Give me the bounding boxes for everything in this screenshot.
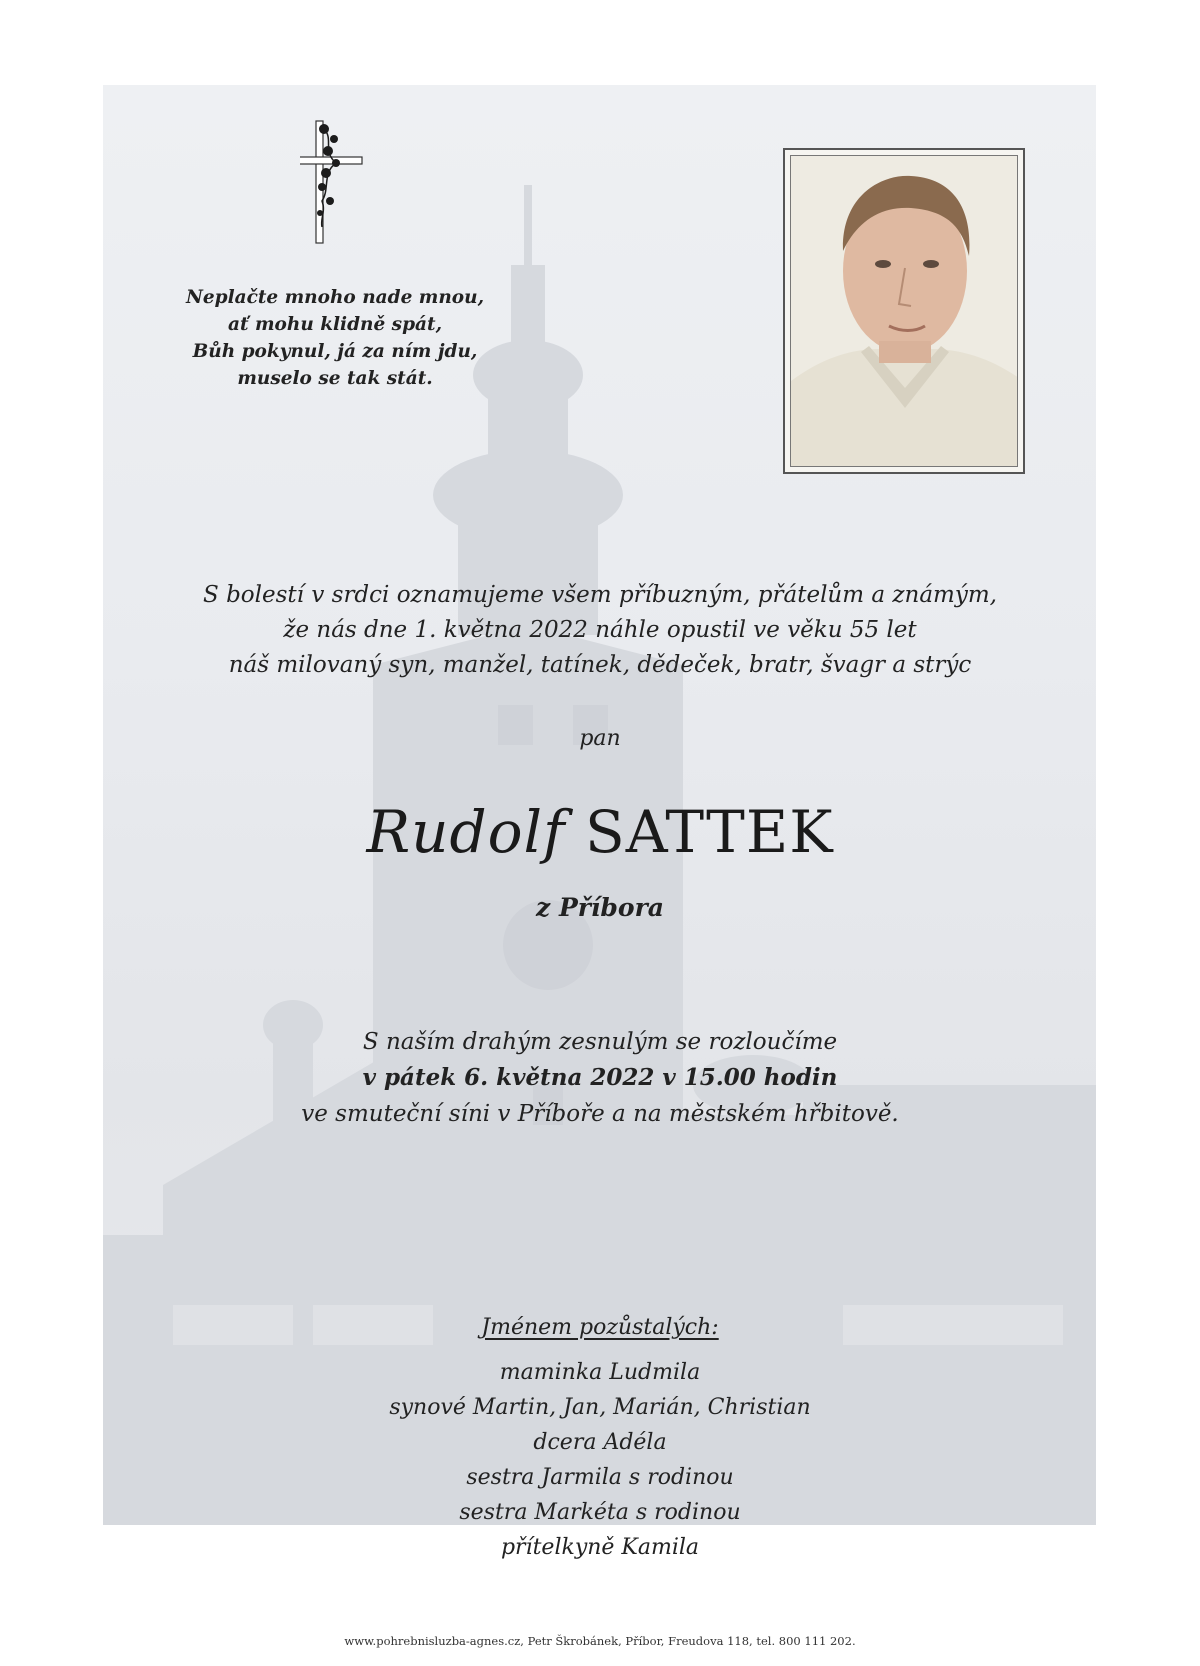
- survivor-item: maminka Ludmila: [499, 1360, 701, 1385]
- ceremony-intro: S naším drahým zesnulým se rozloučíme: [362, 1029, 838, 1055]
- funeral-service-footer: www.pohrebnisluzba-agnes.cz, Petr Škrobánek, Příbor, Freudova 118, tel. 800 111 202.: [344, 1634, 856, 1648]
- survivor-item: dcera Adéla: [533, 1430, 667, 1455]
- poem-line: Bůh pokynul, já za ním jdu,: [192, 341, 478, 362]
- announcement-line: S bolestí v srdci oznamujeme všem příbuzným, přátelům a známým,: [203, 582, 997, 608]
- poem-line: ať mohu klidně spát,: [227, 314, 443, 335]
- cross-with-roses-icon: [300, 115, 380, 255]
- poem-line: Neplačte mnoho nade mnou,: [185, 287, 485, 308]
- memorial-poem: [160, 284, 510, 392]
- ceremony-place: ve smuteční síni v Příboře a na městském hřbitově.: [301, 1101, 899, 1127]
- survivor-item: synové Martin, Jan, Marián, Christian: [389, 1395, 811, 1420]
- announcement-line: že nás dne 1. května 2022 náhle opustil ve věku 55 let: [283, 617, 917, 643]
- announcement-text: [140, 578, 1060, 683]
- survivors-heading: Jménem pozůstalých:: [481, 1315, 719, 1340]
- survivor-item: přítelkyně Kamila: [500, 1535, 700, 1560]
- surname: SATTEK: [584, 798, 834, 866]
- survivor-item: sestra Markéta s rodinou: [459, 1500, 741, 1525]
- poem-line: muselo se tak stát.: [237, 368, 433, 389]
- honorific-title: pan: [579, 726, 621, 751]
- ceremony-info: [200, 1024, 1000, 1132]
- deceased-origin: z Příbora: [536, 893, 664, 922]
- deceased-name: [200, 798, 1000, 866]
- survivors-list: [300, 1310, 900, 1565]
- given-name: Rudolf: [366, 798, 566, 866]
- ceremony-date-time: v pátek 6. května 2022 v 15.00 hodin: [362, 1064, 838, 1091]
- portrait-photo: [783, 148, 1025, 474]
- survivor-item: sestra Jarmila s rodinou: [466, 1465, 734, 1490]
- announcement-line: náš milovaný syn, manžel, tatínek, dědeček, bratr, švagr a strýc: [228, 652, 972, 678]
